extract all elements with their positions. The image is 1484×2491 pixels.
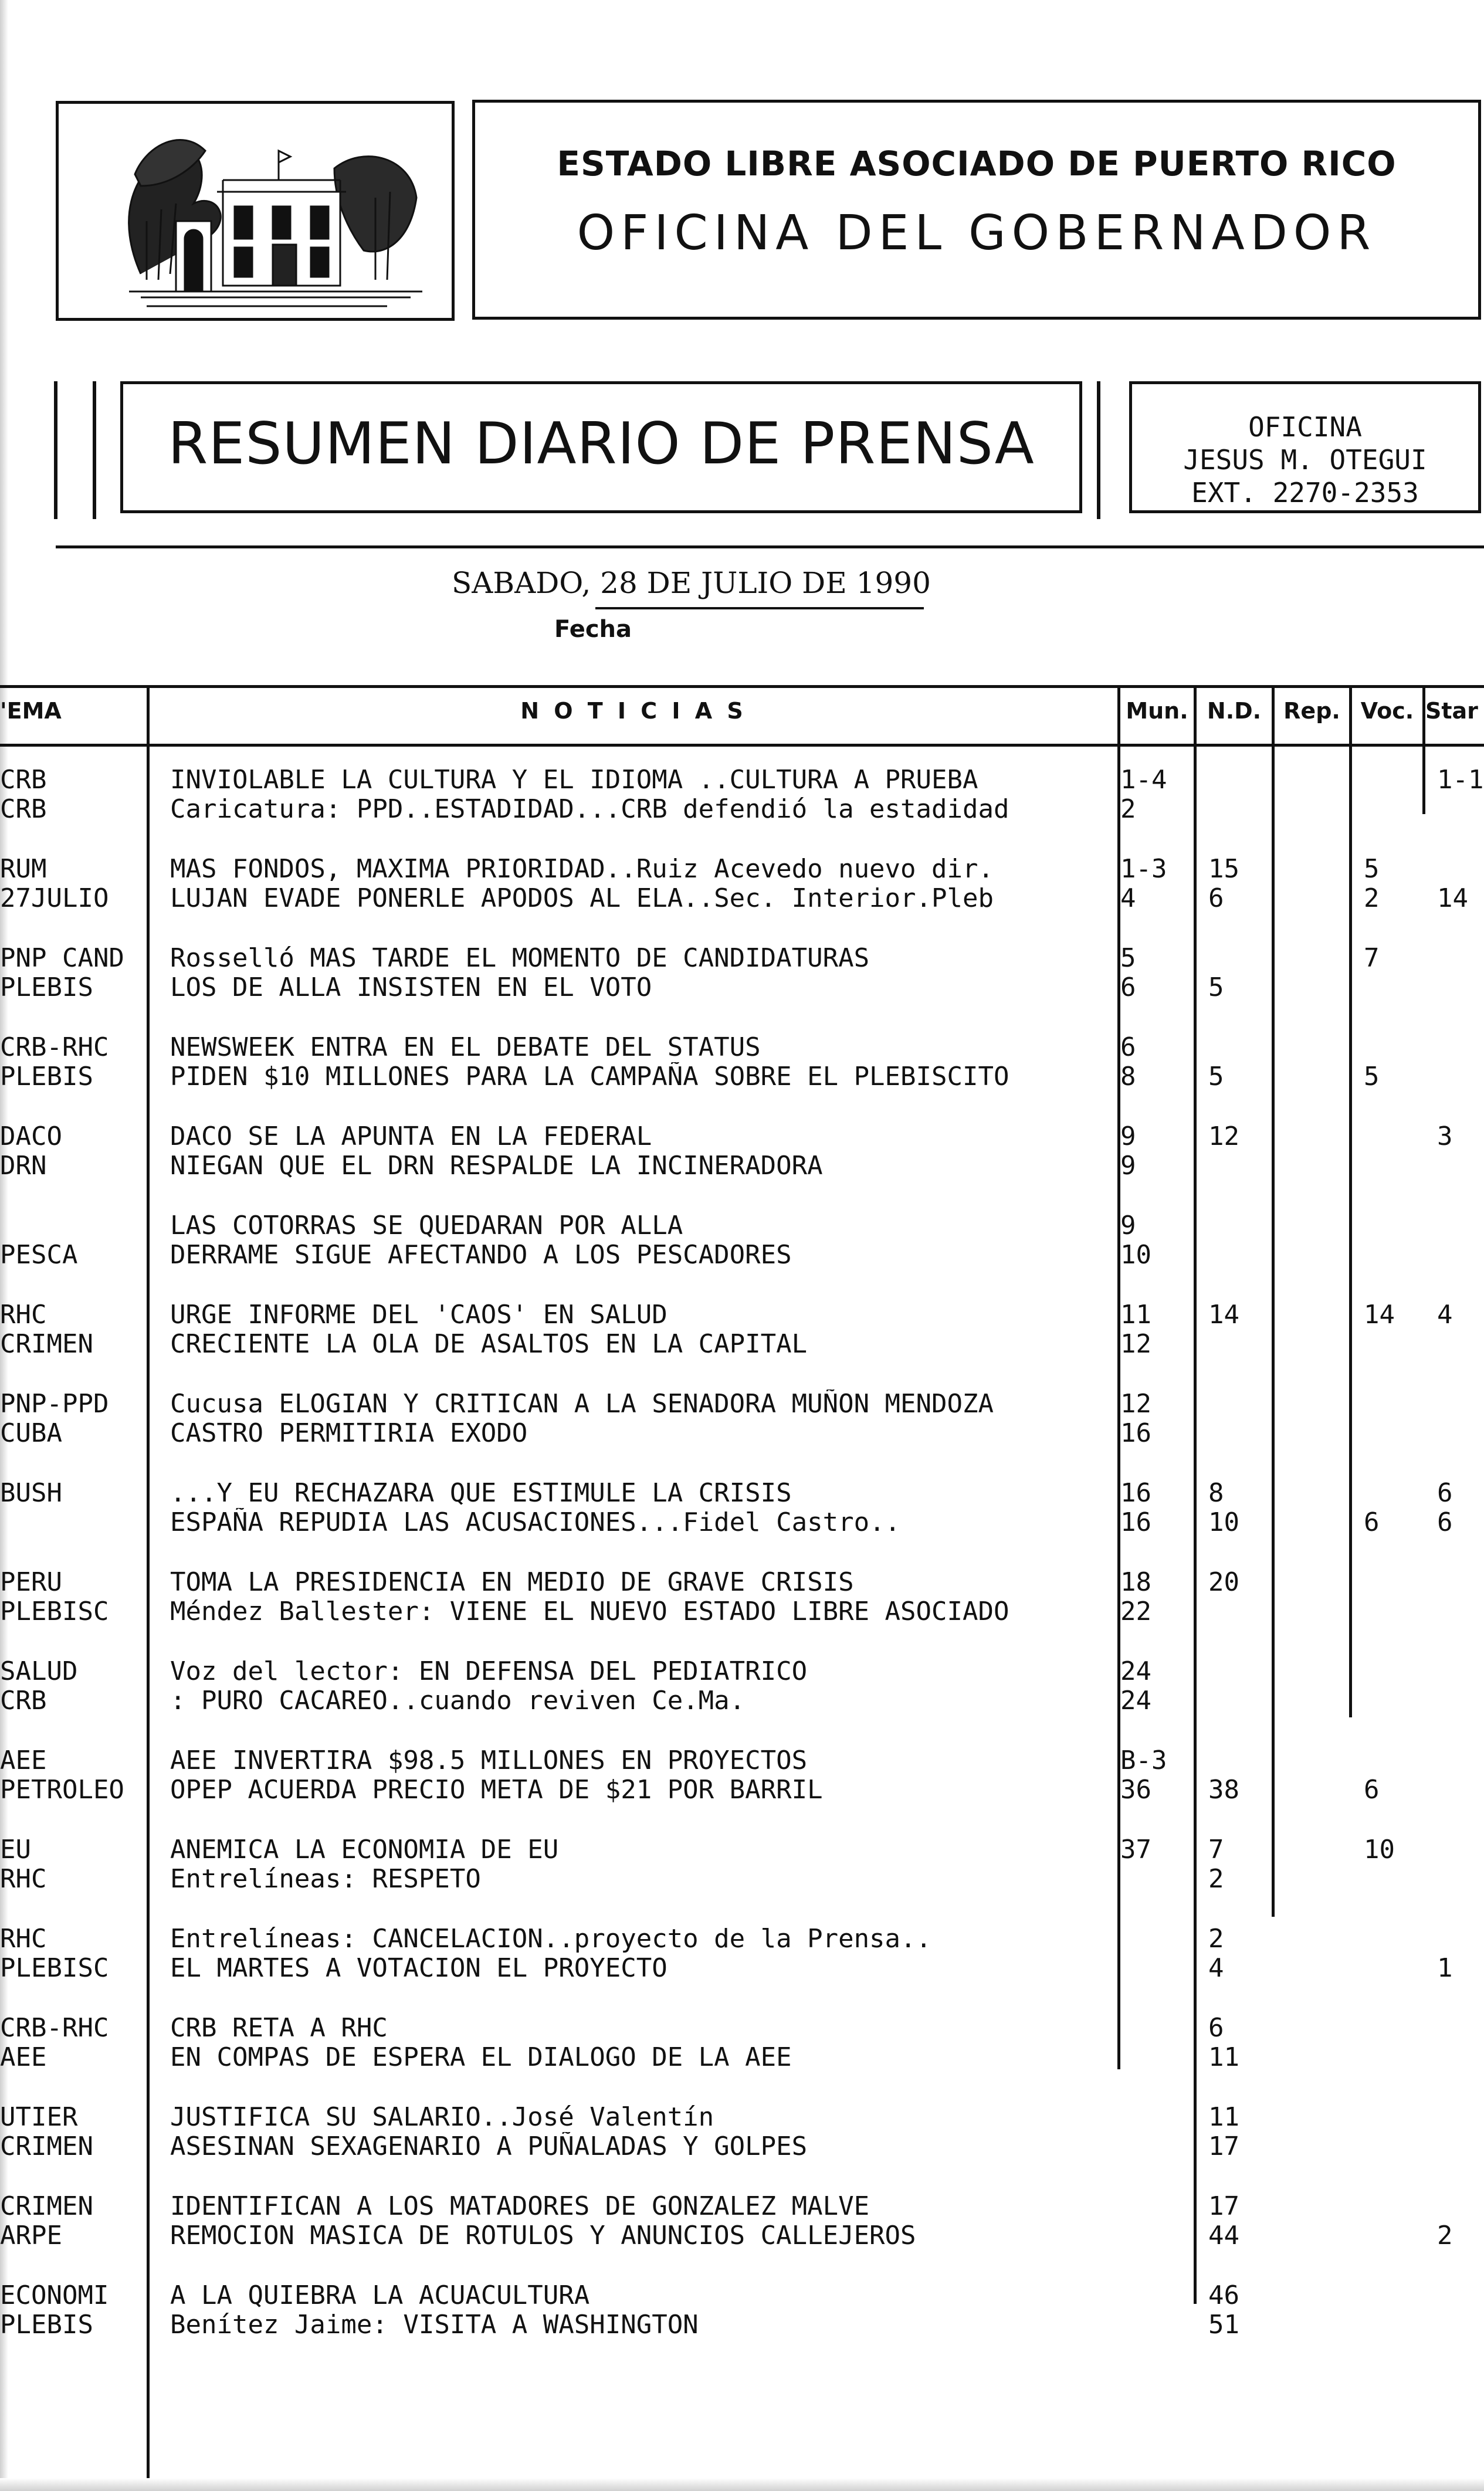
tema-cell: CRB	[0, 795, 47, 824]
nd-cell: 8	[1208, 1478, 1224, 1508]
headline-cell: ASESINAN SEXAGENARIO A PUÑALADAS Y GOLPES	[170, 2132, 808, 2161]
voc-cell: 5	[1364, 854, 1380, 884]
star-cell: 6	[1437, 1478, 1453, 1508]
mun-cell: 8	[1120, 1062, 1136, 1092]
mun-cell: 9	[1120, 1121, 1136, 1151]
headline-cell: CRB RETA A RHC	[170, 2014, 388, 2043]
date-label: Fecha	[554, 616, 632, 643]
nd-cell: 5	[1208, 972, 1224, 1002]
nd-cell: 12	[1208, 1121, 1239, 1151]
header-title-box	[472, 100, 1481, 320]
mun-cell: 36	[1120, 1775, 1151, 1805]
office-box	[1129, 381, 1481, 513]
headline-cell: ESPAÑA REPUDIA LAS ACUSACIONES...Fidel Castro..	[170, 1508, 901, 1537]
headline-cell: Entrelíneas: RESPETO	[170, 1865, 481, 1894]
resumen-box	[120, 381, 1082, 513]
nd-cell: 46	[1208, 2280, 1239, 2310]
tema-cell: CRB	[0, 765, 47, 795]
office-line-2: JESUS M. OTEGUI	[1183, 444, 1427, 476]
tema-cell: RHC	[0, 1300, 47, 1330]
tema-cell: CRIMEN	[0, 2132, 93, 2161]
headline-cell: Cucusa ELOGIAN Y CRITICAN A LA SENADORA MUÑON MENDOZA	[170, 1389, 994, 1419]
voc-cell: 10	[1364, 1835, 1395, 1865]
tema-cell: EU	[0, 1835, 31, 1865]
tema-cell: CRIMEN	[0, 1330, 93, 1359]
agency-name: ESTADO LIBRE ASOCIADO DE PUERTO RICO	[557, 144, 1397, 184]
tema-cell: 27JULIO	[0, 884, 109, 913]
tema-cell: CRIMEN	[0, 2192, 93, 2221]
tema-cell: PLEBIS	[0, 1062, 93, 1092]
nd-cell: 6	[1208, 2013, 1224, 2043]
mun-cell: 6	[1120, 1032, 1136, 1062]
decor-line	[93, 381, 96, 519]
voc-cell: 2	[1364, 883, 1380, 913]
nd-cell: 11	[1208, 2042, 1239, 2072]
headline-cell: DERRAME SIGUE AFECTANDO A LOS PESCADORES	[170, 1241, 792, 1270]
headline-cell: JUSTIFICA SU SALARIO..José Valentín	[170, 2103, 714, 2132]
logo-frame	[56, 101, 455, 321]
tema-cell: CRB-RHC	[0, 2014, 109, 2043]
office-name: OFICINA DEL GOBERNADOR	[577, 205, 1377, 261]
mun-cell: 11	[1120, 1300, 1151, 1330]
headline-cell: DACO SE LA APUNTA EN LA FEDERAL	[170, 1122, 652, 1151]
nd-cell: 5	[1208, 1062, 1224, 1092]
tema-cell: PETROLEO	[0, 1775, 124, 1805]
mun-cell: 9	[1120, 1211, 1136, 1241]
mun-cell: 18	[1120, 1567, 1151, 1597]
mun-cell: 12	[1120, 1329, 1151, 1359]
voc-cell: 6	[1364, 1775, 1380, 1805]
tema-cell: PNP-PPD	[0, 1389, 109, 1419]
headline-cell: Entrelíneas: CANCELACION..proyecto de la Prensa..	[170, 1924, 932, 1954]
tema-cell: CRB	[0, 1686, 47, 1716]
star-cell: 2	[1437, 2221, 1453, 2251]
tema-cell: CRB-RHC	[0, 1033, 109, 1062]
tema-cell: DACO	[0, 1122, 62, 1151]
headline-cell: ANEMICA LA ECONOMIA DE EU	[170, 1835, 559, 1865]
tema-cell: PLEBISC	[0, 1954, 109, 1983]
headline-cell: OPEP ACUERDA PRECIO META DE $21 POR BARRIL	[170, 1775, 823, 1805]
tema-cell: AEE	[0, 2043, 47, 2072]
nd-cell: 2	[1208, 1924, 1224, 1954]
nd-cell: 14	[1208, 1300, 1239, 1330]
column-divider	[1194, 685, 1197, 2304]
header-separator	[56, 545, 1484, 548]
voc-cell: 7	[1364, 943, 1380, 973]
tema-cell: CUBA	[0, 1419, 62, 1448]
office-line-1: OFICINA	[1248, 411, 1362, 443]
nd-cell: 51	[1208, 2310, 1239, 2340]
star-cell: 6	[1437, 1507, 1453, 1537]
mun-cell: 24	[1120, 1656, 1151, 1686]
voc-cell: 5	[1364, 1062, 1380, 1092]
headline-cell: LUJAN EVADE PONERLE APODOS AL ELA..Sec. Interior.Pleb	[170, 884, 994, 913]
voc-cell: 6	[1364, 1507, 1380, 1537]
star-cell: 14	[1437, 883, 1468, 913]
decor-line	[1097, 381, 1100, 519]
headline-cell: A LA QUIEBRA LA ACUACULTURA	[170, 2281, 590, 2310]
headline-cell: NIEGAN QUE EL DRN RESPALDE LA INCINERADORA	[170, 1151, 823, 1181]
nd-cell: 17	[1208, 2131, 1239, 2161]
headline-cell: EL MARTES A VOTACION EL PROYECTO	[170, 1954, 668, 1983]
mun-cell: 1-4	[1120, 765, 1167, 795]
mun-cell: 12	[1120, 1389, 1151, 1419]
date-underline	[595, 607, 924, 609]
headline-cell: PIDEN $10 MILLONES PARA LA CAMPAÑA SOBRE EL PLEBISCITO	[170, 1062, 1009, 1092]
office-line-3: EXT. 2270-2353	[1191, 477, 1419, 509]
mun-cell: 16	[1120, 1478, 1151, 1508]
tema-cell: RHC	[0, 1924, 47, 1954]
nd-cell: 6	[1208, 883, 1224, 913]
headline-cell: IDENTIFICAN A LOS MATADORES DE GONZALEZ MALVE	[170, 2192, 870, 2221]
headline-cell: MAS FONDOS, MAXIMA PRIORIDAD..Ruiz Acevedo nuevo dir.	[170, 855, 994, 884]
headline-cell: LOS DE ALLA INSISTEN EN EL VOTO	[170, 973, 652, 1002]
mun-cell: 37	[1120, 1835, 1151, 1865]
col-header-nd: N.D.	[1207, 698, 1262, 724]
headline-cell: : PURO CACAREO..cuando reviven Ce.Ma.	[170, 1686, 746, 1716]
tema-cell: ECONOMI	[0, 2281, 109, 2310]
headline-cell: Méndez Ballester: VIENE EL NUEVO ESTADO LIBRE ASOCIADO	[170, 1597, 1009, 1626]
nd-cell: 10	[1208, 1507, 1239, 1537]
mun-cell: 10	[1120, 1240, 1151, 1270]
col-header-tema: 'EMA	[0, 698, 62, 724]
mun-cell: 5	[1120, 943, 1136, 973]
tema-cell: PLEBIS	[0, 2310, 93, 2340]
tema-cell: RUM	[0, 855, 47, 884]
tema-cell: AEE	[0, 1746, 47, 1775]
star-cell: 4	[1437, 1300, 1453, 1330]
headline-cell: CRECIENTE LA OLA DE ASALTOS EN LA CAPITAL	[170, 1330, 808, 1359]
column-divider	[1349, 685, 1352, 1717]
headline-cell: Benítez Jaime: VISITA A WASHINGTON	[170, 2310, 699, 2340]
headline-cell: LAS COTORRAS SE QUEDARAN POR ALLA	[170, 1211, 683, 1241]
tema-cell: PLEBISC	[0, 1597, 109, 1626]
tema-cell: PNP CAND	[0, 944, 124, 973]
mun-cell: 6	[1120, 972, 1136, 1002]
tema-cell: PLEBIS	[0, 973, 93, 1002]
date-value: SABADO, 28 DE JULIO DE 1990	[452, 566, 931, 600]
decor-line	[54, 381, 57, 519]
tema-cell: DRN	[0, 1151, 47, 1181]
star-cell: 3	[1437, 1121, 1453, 1151]
headline-cell: ...Y EU RECHAZARA QUE ESTIMULE LA CRISIS	[170, 1479, 792, 1508]
voc-cell: 14	[1364, 1300, 1395, 1330]
headline-cell: URGE INFORME DEL 'CAOS' EN SALUD	[170, 1300, 668, 1330]
mun-cell: 16	[1120, 1418, 1151, 1448]
headline-cell: Voz del lector: EN DEFENSA DEL PEDIATRICO	[170, 1657, 808, 1686]
nd-cell: 44	[1208, 2221, 1239, 2251]
mun-cell: 9	[1120, 1151, 1136, 1181]
column-divider	[147, 685, 150, 2491]
tema-cell: SALUD	[0, 1657, 78, 1686]
headline-cell: CASTRO PERMITIRIA EXODO	[170, 1419, 528, 1448]
nd-cell: 4	[1208, 1953, 1224, 1983]
tema-cell: ARPE	[0, 2221, 62, 2251]
nd-cell: 38	[1208, 1775, 1239, 1805]
mun-cell: 2	[1120, 794, 1136, 824]
star-cell: 1	[1437, 1953, 1453, 1983]
headline-cell: AEE INVERTIRA $98.5 MILLONES EN PROYECTOS	[170, 1746, 808, 1775]
tema-cell: UTIER	[0, 2103, 78, 2132]
star-cell: 1-1	[1437, 765, 1484, 795]
nd-cell: 11	[1208, 2102, 1239, 2132]
headline-cell: NEWSWEEK ENTRA EN EL DEBATE DEL STATUS	[170, 1033, 761, 1062]
headline-cell: EN COMPAS DE ESPERA EL DIALOGO DE LA AEE	[170, 2043, 792, 2072]
col-header-rep: Rep.	[1283, 698, 1340, 724]
table-header-rule	[0, 744, 1484, 747]
page-bottom-shadow	[0, 2478, 1484, 2491]
col-header-star: Star	[1425, 698, 1478, 724]
tema-cell: BUSH	[0, 1479, 62, 1508]
headline-cell: Caricatura: PPD..ESTADIDAD...CRB defendió la estadidad	[170, 795, 1009, 824]
mun-cell: 16	[1120, 1507, 1151, 1537]
col-header-voc: Voc.	[1360, 698, 1414, 724]
table-top-rule	[0, 685, 1484, 688]
tema-cell: PERU	[0, 1568, 62, 1597]
nd-cell: 15	[1208, 854, 1239, 884]
headline-cell: INVIOLABLE LA CULTURA Y EL IDIOMA ..CULTURA A PRUEBA	[170, 765, 978, 795]
column-divider	[1272, 685, 1275, 1917]
mun-cell: 24	[1120, 1686, 1151, 1716]
tema-cell: RHC	[0, 1865, 47, 1894]
headline-cell: TOMA LA PRESIDENCIA EN MEDIO DE GRAVE CRISIS	[170, 1568, 854, 1597]
mun-cell: 22	[1120, 1597, 1151, 1626]
nd-cell: 17	[1208, 2191, 1239, 2221]
tema-cell: PESCA	[0, 1241, 78, 1270]
headline-cell: REMOCION MASICA DE ROTULOS Y ANUNCIOS CALLEJEROS	[170, 2221, 916, 2251]
nd-cell: 2	[1208, 1864, 1224, 1894]
headline-cell: Rosselló MAS TARDE EL MOMENTO DE CANDIDATURAS	[170, 944, 870, 973]
nd-cell: 20	[1208, 1567, 1239, 1597]
fortaleza-logo	[59, 104, 452, 318]
mun-cell: B-3	[1120, 1746, 1167, 1775]
nd-cell: 7	[1208, 1835, 1224, 1865]
mun-cell: 1-3	[1120, 854, 1167, 884]
col-header-mun: Mun.	[1126, 698, 1188, 724]
document-title: RESUMEN DIARIO DE PRENSA	[168, 411, 1035, 477]
col-header-noticias: N O T I C I A S	[520, 698, 747, 724]
mun-cell: 4	[1120, 883, 1136, 913]
